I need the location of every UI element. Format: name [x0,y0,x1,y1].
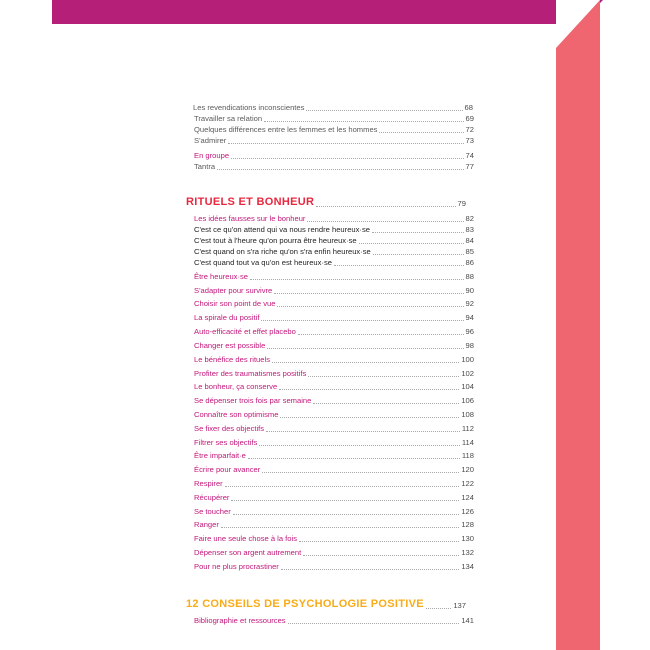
toc-entry-page: 112 [461,424,474,433]
chapter-heading [186,193,466,209]
toc-entry-page: 104 [461,382,474,391]
dot-leader [261,319,463,321]
toc-entry-label: Respirer [194,479,223,488]
dot-leader [272,361,459,363]
toc-entry-label: Pour ne plus procrastiner [194,562,279,571]
dot-leader [264,120,463,122]
toc-entry [194,436,474,448]
chapter-page: 79 [457,199,466,208]
dot-leader [299,540,459,542]
toc-entry-label: En groupe [194,151,230,160]
dot-leader [267,347,463,349]
toc-entry-page: 96 [465,327,474,336]
toc-entry-label: S'admirer [194,136,227,145]
dot-leader [266,430,460,432]
toc-entry-page: 86 [465,258,474,267]
chapter-title: RITUELS ET BONHEUR [186,196,315,208]
dot-leader [250,278,464,280]
toc-entry [194,518,474,530]
dot-leader [288,622,460,624]
dot-leader [231,499,459,501]
toc-entry-page: 108 [461,410,474,419]
toc-entry [194,394,474,406]
dot-leader [228,142,463,144]
dot-leader [279,388,459,390]
toc-entry-label: S'adapter pour survivre [194,286,273,295]
toc-entry-page: 84 [465,236,474,245]
toc-entry-page: 118 [461,451,474,460]
toc-entry-label: Être heureux·se [194,272,249,281]
toc-entry [194,380,474,392]
toc-entry-page: 82 [465,214,474,223]
toc-entry [194,134,474,146]
toc-entry-label: C'est quand on s'ra riche qu'on s'ra enfin heureux·se [194,247,371,256]
dot-leader [262,471,459,473]
toc-entry-page: 130 [461,534,474,543]
toc-entry-label: Récupérer [194,493,230,502]
toc-entry-label: Travailler sa relation [194,114,263,123]
toc-entry [194,284,474,296]
dot-leader [308,375,459,377]
toc-entry-page: 90 [465,286,474,295]
toc-entry-page: 69 [465,114,474,123]
toc-entry [194,422,474,434]
toc-entry [194,270,474,282]
dot-leader [316,205,455,207]
dot-leader [280,416,459,418]
toc-entry-label: Écrire pour avancer [194,465,261,474]
dot-leader [274,292,463,294]
toc-entry-label: Bibliographie et ressources [194,616,286,625]
toc-entry [194,256,474,268]
toc-entry [194,560,474,572]
toc-entry [194,463,474,475]
toc-entry-page: 94 [465,313,474,322]
toc-entry [194,353,474,365]
toc-entry-label: Quelques différences entre les femmes et les hommes [194,125,378,134]
toc-entry-page: 100 [461,355,474,364]
toc-entry-label: Les revendications inconscientes [193,103,305,112]
toc-entry-label: Filtrer ses objectifs [194,438,258,447]
toc-entry-page: 98 [465,341,474,350]
dot-leader [334,264,464,266]
toc-entry-page: 122 [461,479,474,488]
toc-entry-label: Le bonheur, ça conserve [194,382,278,391]
toc-entry-label: C'est quand tout va qu'on est heureux·se [194,258,332,267]
toc-entry-label: Se fixer des objectifs [194,424,265,433]
toc-entry-page: 68 [464,103,473,112]
toc-entry [194,297,474,309]
dot-leader [426,607,451,609]
dot-leader [307,220,463,222]
dot-leader [221,526,459,528]
dot-leader [281,568,459,570]
toc-entry-page: 120 [461,465,474,474]
dot-leader [298,333,464,335]
toc-entry-label: C'est tout à l'heure qu'on pourra être heureux·se [194,236,357,245]
toc-entry-page: 74 [465,151,474,160]
dot-leader [306,109,462,111]
toc-entry-label: Choisir son point de vue [194,299,276,308]
toc-entry [194,491,474,503]
toc-entry-label: Tantra [194,162,216,171]
chapter-heading [186,595,466,611]
toc-entry-label: Auto-efficacité et effet placebo [194,327,296,336]
toc-entry-label: Connaître son optimisme [194,410,279,419]
toc-entry-label: Profiter des traumatismes positifs [194,369,307,378]
toc-entry-page: 114 [461,438,474,447]
toc-entry-page: 92 [465,299,474,308]
toc-entry-label: La spirale du positif [194,313,260,322]
toc-entry [194,325,474,337]
dot-leader [359,242,464,244]
dot-leader [303,554,459,556]
toc-entry-page: 72 [465,125,474,134]
toc-entry-label: Faire une seule chose à la fois [194,534,297,543]
toc-entry-page: 132 [461,548,474,557]
dot-leader [313,402,459,404]
toc-entry-label: Dépenser son argent autrement [194,548,302,557]
dot-leader [277,305,463,307]
dot-leader [259,444,460,446]
toc-entry-page: 85 [465,247,474,256]
toc-entry [194,311,474,323]
toc-entry [194,546,474,558]
toc-entry-page: 73 [465,136,474,145]
toc-entry-label: Le bénéfice des rituels [194,355,270,364]
toc-entry [194,505,474,517]
toc-entry-page: 88 [465,272,474,281]
toc-entry-page: 141 [461,616,474,625]
toc-entry-label: Ranger [194,520,219,529]
toc-entry-label: C'est ce qu'on attend qui va nous rendre heureux·se [194,225,370,234]
toc-entry-label: Les idées fausses sur le bonheur [194,214,306,223]
toc-entry-page: 124 [461,493,474,502]
toc-entry-label: Se toucher [194,507,231,516]
toc-entry [194,449,474,461]
dot-leader [372,231,464,233]
toc-entry [194,408,474,420]
toc-entry [194,614,474,626]
toc-entry-page: 106 [461,396,474,405]
toc-entry-page: 102 [461,369,474,378]
toc-entry [194,339,474,351]
dot-leader [233,513,460,515]
toc-entry [194,532,474,544]
dot-leader [225,485,460,487]
toc-entry [194,367,474,379]
dot-leader [373,253,464,255]
toc-entry [194,477,474,489]
dot-leader [217,168,463,170]
dot-leader [379,131,463,133]
toc-entry-page: 126 [461,507,474,516]
toc-entry-label: Se dépenser trois fois par semaine [194,396,312,405]
toc-entry-page: 128 [461,520,474,529]
toc-entry [194,160,474,172]
dot-leader [231,157,464,159]
toc-entry-page: 83 [465,225,474,234]
toc-entry-page: 77 [465,162,474,171]
toc-entry-page: 134 [461,562,474,571]
chapter-page: 137 [453,601,466,610]
chapter-title: 12 CONSEILS DE PSYCHOLOGIE POSITIVE [186,598,424,610]
toc-entry-label: Changer est possible [194,341,266,350]
dot-leader [248,457,460,459]
toc-entry-label: Être imparfait·e [194,451,246,460]
